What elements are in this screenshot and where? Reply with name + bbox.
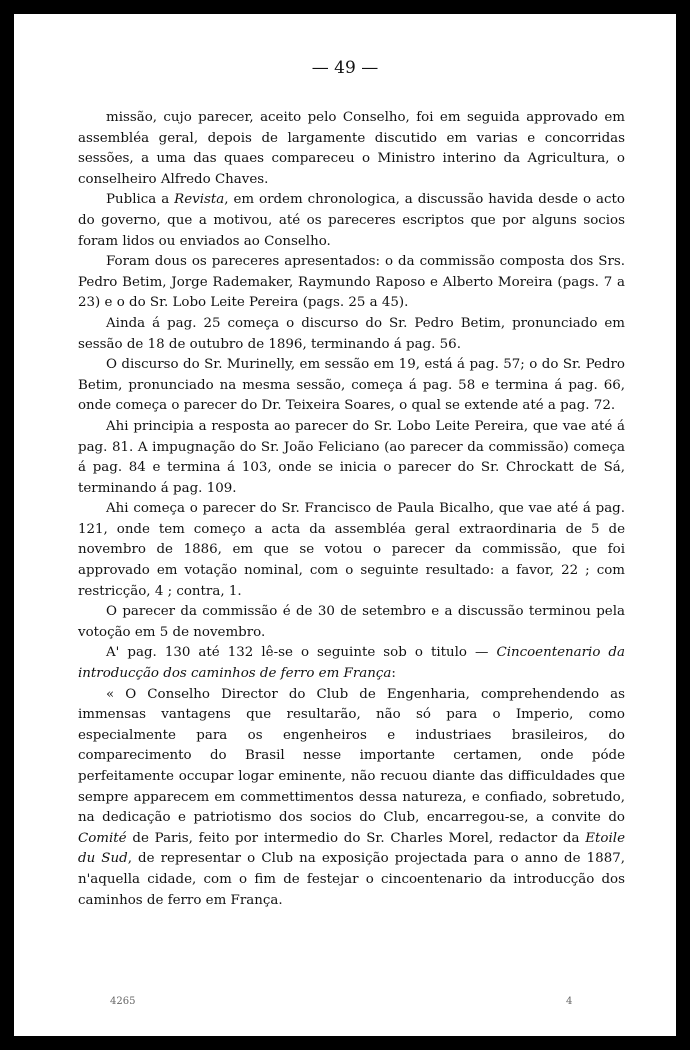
paragraph (78, 499, 625, 602)
text-run: Publica a (106, 192, 175, 208)
footer-signature-mark: 4265 (110, 996, 136, 1007)
paragraph (78, 602, 625, 643)
text-run: O discurso do Sr. Murinelly, em sessão em 19, está á pag. 57; o do Sr. Pedro Betim, pronunciado na mesma sessão, começa á pag. 58 e termina á pag. 66, onde começa o parecer do Dr. Teixeira Soares, o qual se extende até a pag. 72. (78, 357, 625, 414)
text-run: Foram dous os pareceres apresentados: o da commissão composta dos Srs. Pedro Betim, Jorge Rademaker, Raymundo Raposo e Alberto Moreira (pags. 7 a 23) e o do Sr. Lobo Leite Pereira (pags. 25 a 45). (78, 254, 625, 311)
text-run: « O Conselho Director do Club de Engenharia, comprehendendo as immensas vantagens que resultarão, não só para o Imperio, como especialmente para os engenheiros e industriaes brasileiros, do comparecimento do Brasil nesse importante certamen, onde póde perfeitamente occupar logar eminente, não recuou diante das difficuldades que sempre apparecem em commettimentos dessa natureza, e confiado, sobretudo, na dedicação e patriotismo dos socios do Club, encarregou-se, a convite do (78, 686, 625, 826)
paragraph (78, 108, 625, 190)
text-run: , em ordem chronologica, a discussão havida desde o acto do governo, que a motivou, até os pareceres escriptos que por alguns socios foram lidos ou enviados ao Conselho. (78, 192, 625, 249)
paragraph (78, 417, 625, 499)
italic-text: Comité (78, 830, 127, 846)
paragraph (78, 355, 625, 417)
text-run: Ahi principia a resposta ao parecer do Sr. Lobo Leite Pereira, que vae até á pag. 81. A impugnação do Sr. João Feliciano (ao parecer da commissão) começa á pag. 84 e termina á 103, onde se inicia o parecer do Sr. Chrockatt de Sá, terminando á pag. 109. (78, 418, 625, 496)
italic-text: Etoile du Sud (78, 830, 625, 867)
page-number: — 49 — (311, 58, 379, 78)
paragraph (78, 314, 625, 355)
paragraph (78, 685, 625, 912)
document-page (14, 14, 676, 1036)
text-run: Ahi começa o parecer do Sr. Francisco de Paula Bicalho, que vae até á pag. 121, onde tem começo a acta da assembléa geral extraordinaria de 5 de novembro de 1886, em que se votou o parecer da commissão, que foi approvado em votação nominal, com o seguinte resultado: a favor, 22 ; com restricção, 4 ; contra, 1. (78, 501, 625, 599)
text-run: missão, cujo parecer, aceito pelo Conselho, foi em seguida approvado em assembléa geral, depois de largamente discutido em varias e concorridas sessões, a uma das quaes compareceu o Ministro interino da Agricultura, o conselheiro Alfredo Chaves. (78, 110, 625, 187)
text-run: , de representar o Club na exposição projectada para o anno de 1887, n'aquella cidade, com o fim de festejar o cincoentenario da introducção dos caminhos de ferro em França. (78, 851, 625, 908)
paragraph (78, 252, 625, 314)
paragraph (78, 190, 625, 252)
paragraph (78, 643, 625, 684)
italic-text: Revista (174, 192, 225, 208)
text-run: A' pag. 130 até 132 lê-se o seguinte sob o titulo — (106, 645, 497, 661)
body-text (78, 108, 625, 911)
text-run: O parecer da commissão é de 30 de setembro e a discussão terminou pela votoção em 5 de novembro. (78, 604, 625, 640)
text-run: : (391, 666, 396, 682)
footer-sheet-mark: 4 (566, 996, 573, 1007)
italic-text: Cincoentenario da introducção dos caminhos de ferro em França (78, 645, 625, 682)
text-run: de Paris, feito por intermedio do Sr. Charles Morel, redactor da (126, 830, 586, 846)
text-run: Ainda á pag. 25 começa o discurso do Sr. Pedro Betim, pronunciado em sessão de 18 de outubro de 1896, terminando á pag. 56. (78, 315, 625, 352)
